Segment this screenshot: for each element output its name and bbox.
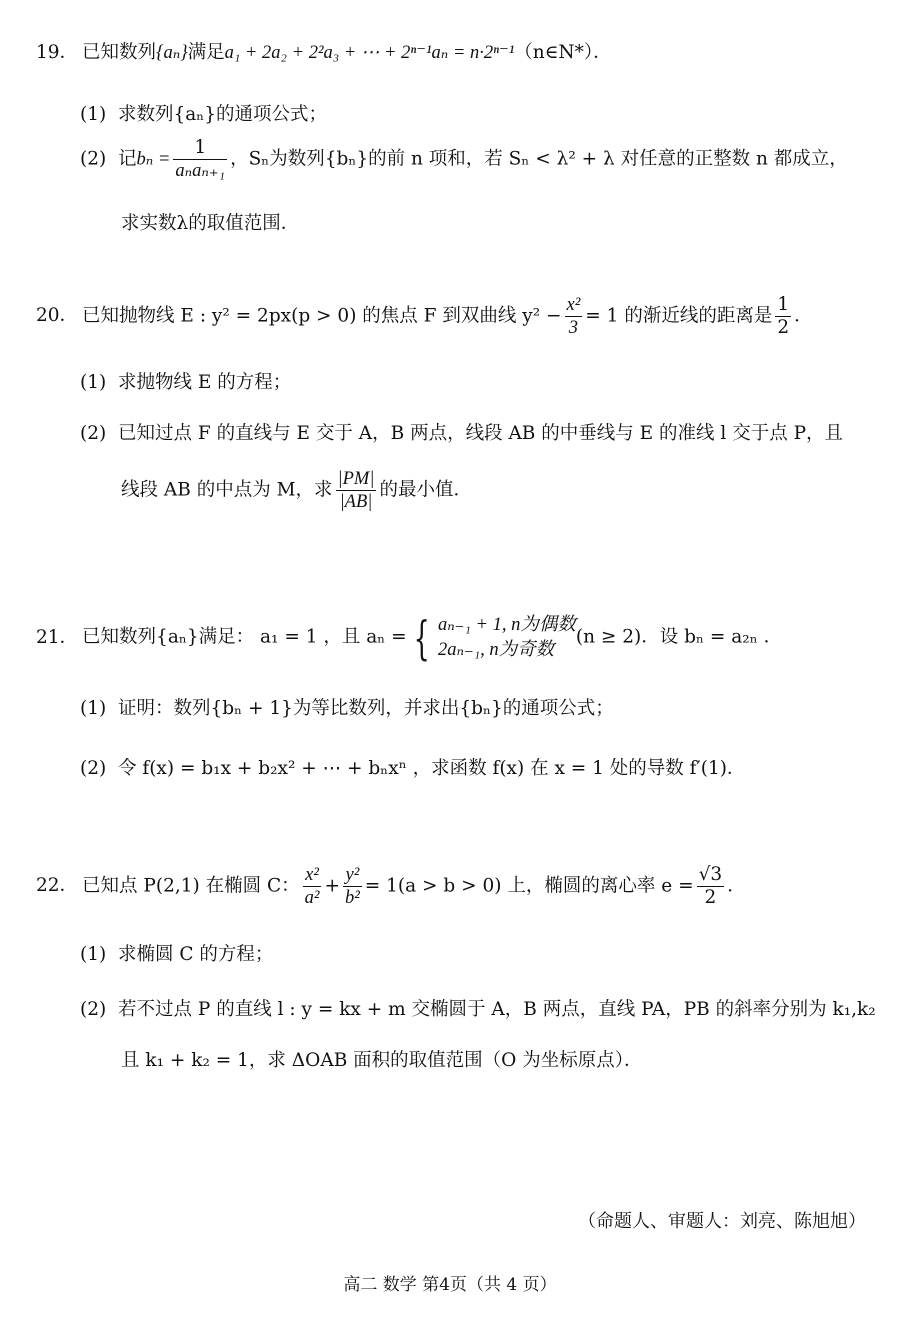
p22-q2-label: (2) (80, 999, 107, 1020)
p19-q1-text: 求数列{aₙ}的通项公式； (117, 104, 328, 125)
p20-stem-a: 已知抛物线 E : y² = 2px(p > 0) 的焦点 F 到双曲线 y² − (82, 305, 562, 327)
p21-q2-text: 令 f(x) = b₁x + b₂x² + ⋯ + bₙxⁿ ，求函数 f(x) 在 x = 1 处的导数 f′(1)． (117, 758, 746, 779)
bn-lhs: bₙ = (136, 149, 171, 170)
p22-stem-a: 已知点 P(2,1) 在椭圆 C： (82, 875, 300, 897)
ell1-num: x² (303, 866, 322, 887)
p19-q2-cont (121, 215, 299, 234)
ell-y-fraction (343, 866, 362, 907)
p22-q2-a: 若不过点 P 的直线 l : y = kx + m 交椭圆于 A，B 两点，直线 PA，PB 的斜率分别为 k₁,k₂ (117, 999, 876, 1020)
p22-q1-text: 求椭圆 C 的方程； (117, 944, 274, 965)
p19-stem-b: 满足 (187, 42, 225, 63)
ell-plus: + (324, 875, 340, 897)
p19-q2-b: ，Sₙ为数列{bₙ}的前 n 项和，若 Sₙ < λ² + λ 对任意的正整数 n 都成立， (230, 148, 848, 170)
p21-q1-label: (1) (80, 698, 107, 719)
ell2-den: b² (344, 887, 360, 908)
p19-formula: a₁ + 2a₂ + 2²a₃ + ⋯ + 2ⁿ⁻¹aₙ = n·2ⁿ⁻¹ (224, 43, 515, 63)
p20-q2-cont (121, 470, 472, 511)
bn-fraction (173, 139, 227, 180)
p20-stem-b: = 1 的渐近线的距离是 (585, 305, 773, 327)
p22-q2 (80, 1001, 876, 1020)
p21-q2 (80, 760, 745, 779)
p20-q1 (80, 374, 291, 393)
hyp-num: x² (566, 295, 581, 315)
e-fraction (697, 866, 725, 907)
p19-q2 (80, 139, 848, 180)
half-den: 2 (777, 316, 790, 338)
p21-number: 21． (36, 626, 79, 648)
bn-den: aₙaₙ₊₁ (175, 160, 226, 181)
p22-stem-b: = 1(a > b > 0) 上，椭圆的离心率 e = (364, 875, 694, 897)
p22-stem (36, 866, 746, 907)
half-num: 1 (777, 294, 790, 315)
case-2: 2aₙ₋₁, n为奇数 (437, 639, 555, 660)
p19-q1 (80, 106, 327, 125)
page-footer: 高二 数学 第4页（共 4 页） (343, 1275, 557, 1295)
p20-q2-c: 的最小值． (379, 479, 472, 501)
half-fraction (775, 296, 791, 337)
p19-q2-label: (2) (80, 148, 107, 170)
hyp-fraction (565, 296, 583, 337)
p21-q1 (80, 700, 614, 719)
p20-q1-label: (1) (80, 372, 107, 393)
p22-q2-cont (121, 1052, 642, 1071)
p19-stem-a: 已知数列 (82, 42, 157, 63)
p20-stem (36, 296, 813, 337)
p19-number: 19． (36, 42, 79, 63)
p21-q1-text: 证明：数列{bₙ + 1}为等比数列，并求出{bₙ}的通项公式； (117, 698, 614, 719)
p19-stem (36, 44, 612, 63)
pm-num: |PM| (337, 469, 375, 489)
p22-number: 22． (36, 875, 79, 897)
p20-number: 20． (36, 305, 79, 327)
ell-x-fraction (303, 866, 322, 907)
p20-q2-label: (2) (80, 423, 107, 444)
hyp-den: 3 (568, 317, 579, 338)
cases-brace: { (413, 610, 430, 665)
p19-set: {aₙ} (156, 43, 188, 63)
e-num: √3 (698, 864, 723, 885)
p20-stem-c: ． (794, 305, 813, 327)
author-signature: （命题人、审题人：刘亮、陈旭旭） (578, 1211, 866, 1232)
p20-q1-text: 求抛物线 E 的方程； (117, 372, 292, 393)
p20-q2 (80, 425, 843, 444)
pm-den: |AB| (339, 491, 373, 512)
p21-q2-label: (2) (80, 758, 107, 779)
p22-q1 (80, 946, 273, 965)
p19-q1-label: (1) (80, 104, 107, 125)
p20-q2-b: 线段 AB 的中点为 M，求 (121, 479, 333, 501)
cases (438, 613, 576, 663)
p21-stem-a: 已知数列{aₙ}满足： a₁ = 1 ，且 aₙ = (82, 626, 407, 648)
p19-q2-c: 求实数λ的取值范围． (121, 213, 300, 234)
p20-q2-a: 已知过点 F 的直线与 E 交于 A，B 两点，线段 AB 的中垂线与 E 的准线 l 交于点 P，且 (117, 423, 844, 444)
p21-stem-b: (n ≥ 2)．设 bₙ = a₂ₙ ． (575, 626, 783, 648)
ell2-num: y² (343, 866, 362, 887)
p22-q1-label: (1) (80, 944, 107, 965)
case-1: aₙ₋₁ + 1, n为偶数 (437, 615, 576, 635)
p19-cond: （n∈N*）． (514, 42, 612, 63)
pm-fraction (336, 470, 377, 511)
ell1-den: a² (304, 887, 320, 908)
p22-q2-b: 且 k₁ + k₂ = 1，求 ΔOAB 面积的取值范围（O 为坐标原点）． (121, 1050, 643, 1071)
p22-stem-c: ． (727, 875, 746, 897)
p21-stem (36, 610, 783, 665)
p19-q2-a: 记 (117, 148, 137, 170)
bn-num: 1 (173, 139, 227, 160)
e-den: 2 (704, 886, 717, 908)
